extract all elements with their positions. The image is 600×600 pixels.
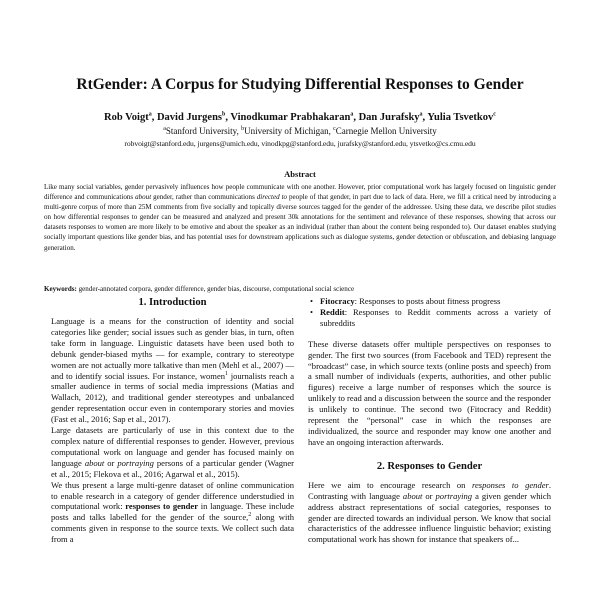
body-paragraph: These diverse datasets offer multiple perspectives on responses to gender. The first two sources (from Facebook and TED) represent the “broadcast” case, in which source texts (online posts and speech) from a small number of individuals (experts, authorities, and other public figures) receive a large number of responses which the source is unlikely to read and a discussion between the source and the responder is unlikely to continue. The second two (Fitocracy and Reddit) represent the “personal” case in which the responses are individualized, the source and responder may know one another and have an ongoing interaction afterwards.: [308, 338, 551, 447]
author-affiliation-mark: a: [419, 111, 423, 118]
intro-paragraph-3: We thus present a large multi-genre dataset of online communication to enable research in a category of gender difference understudied in computational work: responses to gender in language. These include posts and talks labelled for the gender of the source,$^2$ along with comments given in response to the source texts. We collect such data from a: [51, 479, 294, 545]
bullet-icon: •: [310, 306, 313, 317]
affiliation-mark: b: [241, 126, 245, 132]
author-name: Rob Voigt: [104, 112, 149, 123]
affiliation-name: Carnegie Mellon University: [335, 126, 437, 136]
left-column: [51, 296, 294, 545]
author-name: Vinodkumar Prabhakaran: [230, 112, 351, 123]
paper-title: RtGender: A Corpus for Studying Differential Responses to Gender: [76, 76, 524, 93]
section-heading-introduction: 1. Introduction: [138, 297, 207, 308]
affiliation-mark: a: [163, 126, 166, 132]
keywords-list: gender-annotated corpora, gender difference, gender bias, discourse, computational social science: [76, 285, 355, 293]
intro-paragraph-2: Large datasets are particularly of use in this context due to the complex nature of differential responses to gender. However, previous computational work on language and gender has focused mainly on language about or portraying persons of a particular gender (Wagner et al., 2015; Flekova et al., 2016; Agarwal et al., 2015).: [51, 425, 294, 479]
body-paragraph: Here we aim to encourage research on responses to gender. Contrasting with language about or portraying a given gender which address abstract representations of social categories, responses to gender are directed towards an individual person. We know that social characteristics of the addressee influence linguistic behavior; existing computational work has shown for instance that speakers of...: [308, 479, 551, 545]
author-emails: robvoigt@stanford.edu, jurgens@umich.edu, vinodkpg@stanford.edu, jurafsky@stanford.edu, ytsvetko@cs.cmu.edu: [124, 139, 476, 148]
dataset-bullet-list: [308, 296, 551, 329]
author-affiliation-mark: a: [148, 111, 152, 118]
list-item: • Reddit: Responses to Reddit comments across a variety of subreddits: [310, 306, 551, 328]
keywords-label: Keywords:: [44, 285, 77, 293]
author-affiliation-mark: a: [350, 111, 354, 118]
list-item: • Fitocracy: Responses to posts about fitness progress: [310, 296, 501, 306]
affiliations: [0, 126, 600, 136]
footnote-mark: 2: [248, 512, 252, 519]
keywords: [44, 284, 556, 294]
abstract-text: Like many social variables, gender pervasively influences how people communicate with one another. However, prior computational work has largely focused on linguistic gender difference and communications about gender, rather than communications directed to people of that gender, in part due to lack of data. Here, we fill a critical need by introducing a multi-genre corpus of more than 25M comments from five socially and topically diverse sources tagged for the gender of the addressee. Using these data, we describe pilot studies on how differential responses to gender can be measured and analyzed and present 30k annotations for the sentiment and relevance of these responses, showing that across our datasets responses to women are more likely to be emotive and about the speaker as an individual (rather than about the content being responded to). Our dataset enables studying socially important questions like gender bias, and has potential uses for downstream applications such as dialogue systems, gender detection or obfuscation, and debiasing language generation.: [44, 183, 556, 252]
author-affiliation-mark: b: [222, 111, 226, 118]
author-affiliation-mark: c: [493, 111, 496, 118]
affiliation-mark: c: [333, 126, 336, 132]
author-name: Dan Jurafsky: [358, 112, 420, 123]
footnote-mark: 1: [225, 370, 229, 377]
section-heading-responses: 2. Responses to Gender: [376, 460, 483, 472]
abstract-heading: Abstract: [284, 169, 316, 179]
right-column: [308, 296, 551, 545]
affiliation-name: University of Michigan,: [244, 126, 334, 136]
affiliation-name: Stanford University,: [165, 126, 242, 136]
intro-paragraph-1: Language is a means for the construction of identity and social categories like gender; social issues such as gender bias, in turn, often take form in language. Linguistic datasets have been used both to debunk gender-biased myths — for example, contrary to stereotype women are not actually more talkative than men (Mehl et al., 2007) — and to identify social issues. For instance, women$^1$ journalists reach a smaller audience in terms of social media impressions (Matias and Wallach, 2012), and traditional gender stereotypes and unbalanced gender representation occur even in contemporary stories and movies (Fast et al., 2016; Sap et al., 2017).: [51, 316, 294, 425]
author-list: Rob Voigt$^a$, David Jurgens$^b$, Vinodkumar Prabhakaran$^a$, Dan Jurafsky$^a$, Yulia Tsvetkov$^c$: [104, 111, 496, 123]
author-name: David Jurgens: [156, 112, 222, 123]
bullet-icon: •: [310, 296, 313, 306]
author-name: Yulia Tsvetkov: [427, 112, 494, 123]
